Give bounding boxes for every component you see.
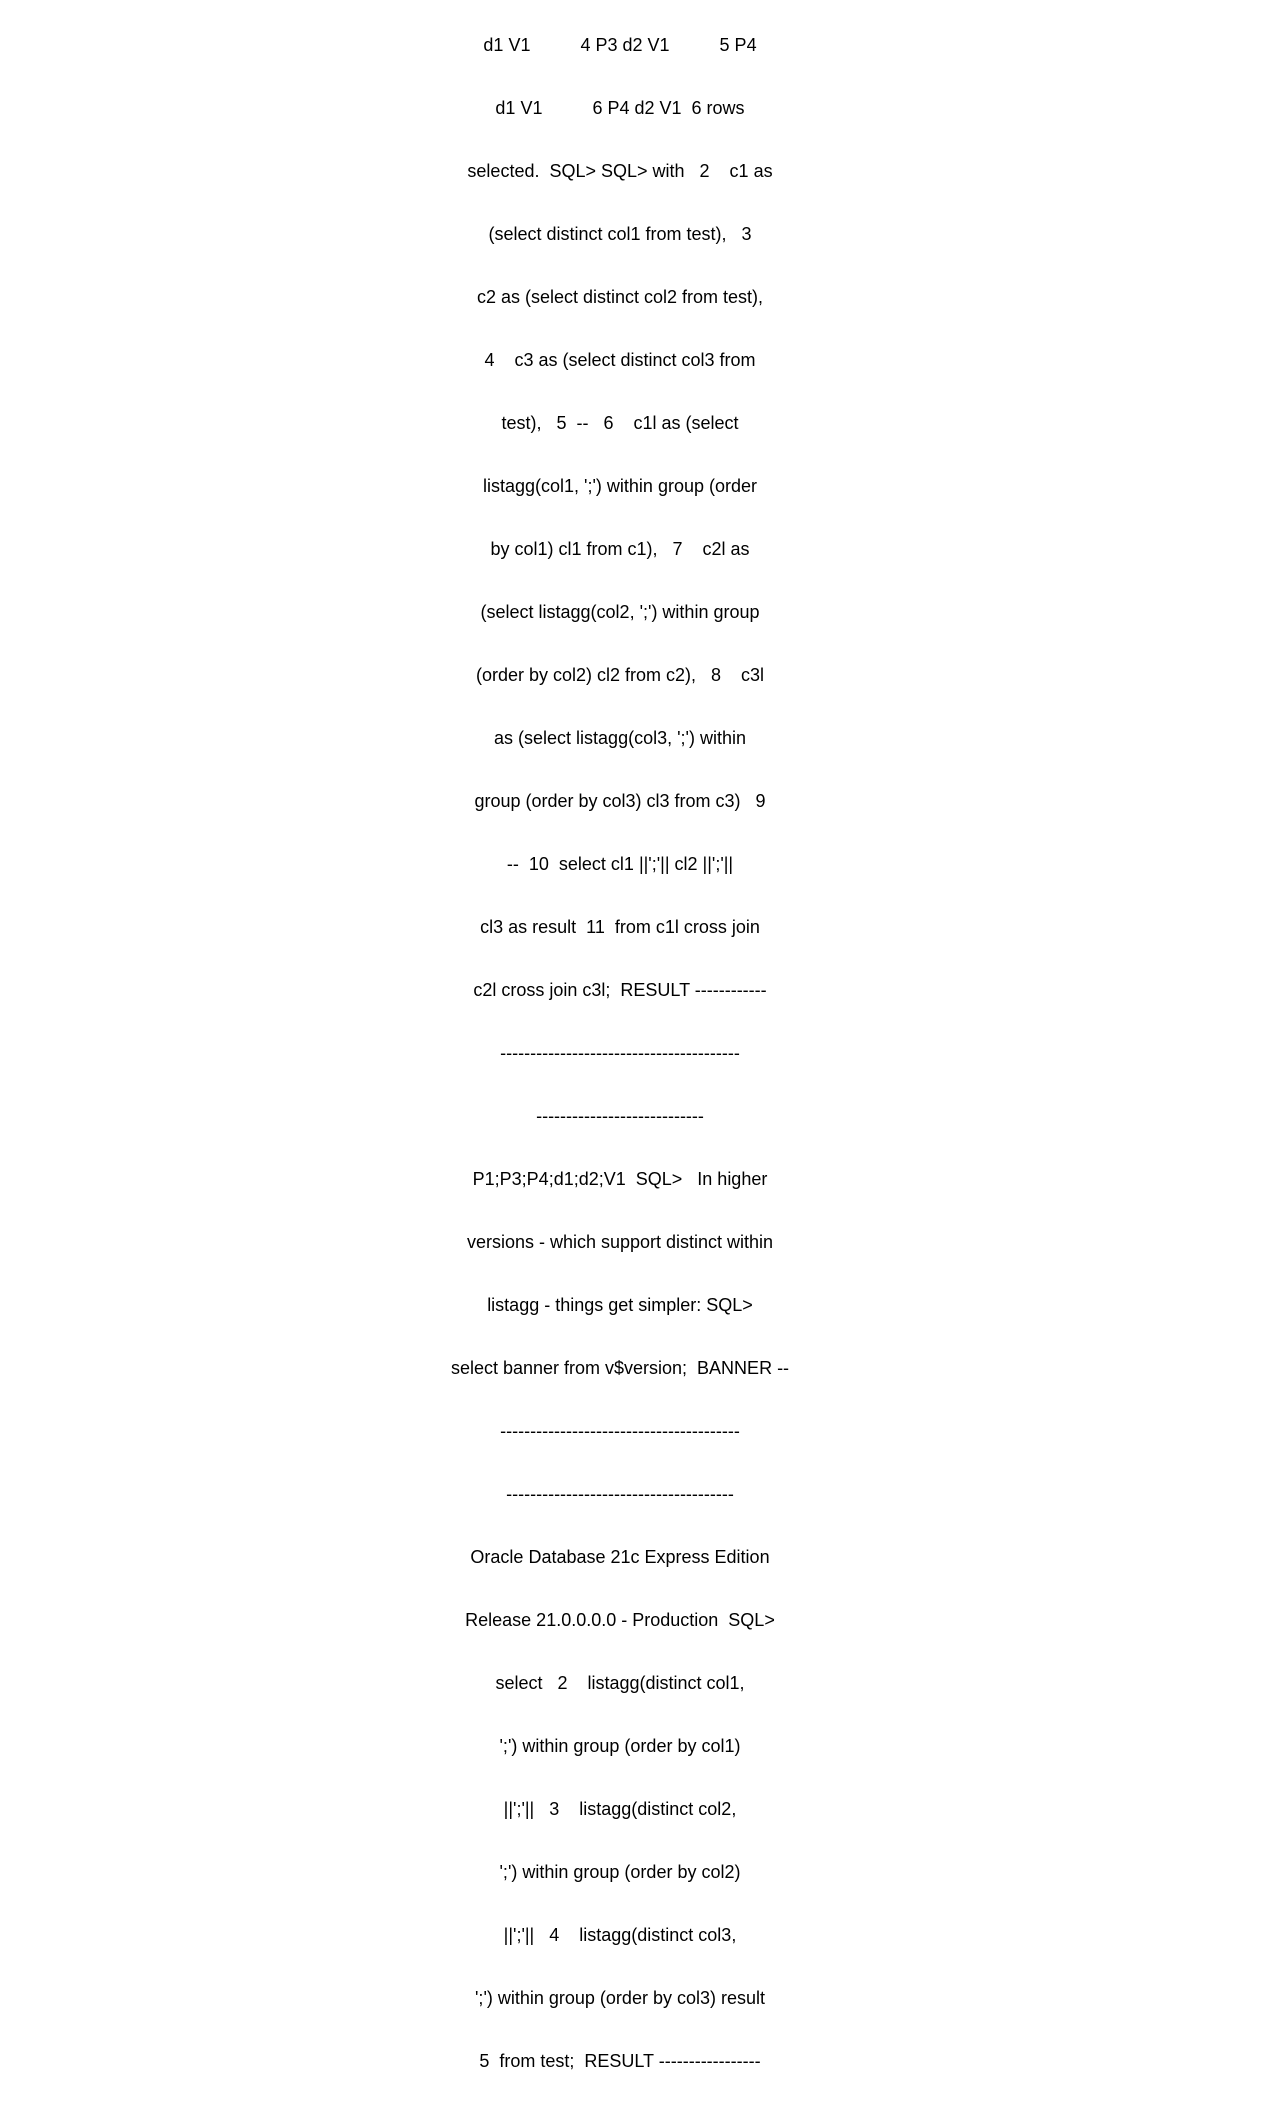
text-line: select 2 listagg(distinct col1, — [495, 1673, 745, 1693]
text-line: select banner from v$version; BANNER -- — [450, 1358, 790, 1378]
separator-line: -------------------------------------- — [506, 1484, 734, 1504]
text-line: test), 5 -- 6 c1l as (select — [501, 413, 739, 433]
text-line: ||';'|| 4 listagg(distinct col3, — [503, 1925, 737, 1945]
text-line: d1 V1 6 P4 d2 V1 6 rows — [495, 98, 745, 118]
text-line: c2 as (select distinct col2 from test), — [476, 287, 764, 307]
text-line: c2l cross join c3l; RESULT ------------ — [473, 980, 767, 1000]
text-line: -- 10 select cl1 ||';'|| cl2 ||';'|| — [506, 854, 734, 874]
text-line: P1;P3;P4;d1;d2;V1 SQL> In higher — [472, 1169, 768, 1189]
text-line: listagg(col1, ';') within group (order — [483, 476, 757, 496]
text-line: ';') within group (order by col1) — [499, 1736, 741, 1756]
text-line: (select listagg(col2, ';') within group — [480, 602, 760, 622]
separator-line: ---------------------------- — [536, 1106, 704, 1126]
text-line: as (select listagg(col3, ';') within — [494, 728, 746, 748]
text-line: versions - which support distinct within — [466, 1232, 774, 1252]
text-line: listagg - things get simpler: SQL> — [487, 1295, 753, 1315]
text-line: 4 c3 as (select distinct col3 from — [484, 350, 756, 370]
text-line: cl3 as result 11 from c1l cross join — [480, 917, 760, 937]
text-line: d1 V1 4 P3 d2 V1 5 P4 — [483, 35, 757, 55]
text-line: (order by col2) cl2 from c2), 8 c3l — [475, 665, 765, 685]
text-line: ||';'|| 3 listagg(distinct col2, — [503, 1799, 737, 1819]
text-line: group (order by col3) cl3 from c3) 9 — [474, 791, 766, 811]
text-line: by col1) cl1 from c1), 7 c2l as — [490, 539, 750, 559]
text-line: (select distinct col1 from test), 3 — [488, 224, 752, 244]
text-line: ';') within group (order by col2) — [499, 1862, 741, 1882]
text-line: selected. SQL> SQL> with 2 c1 as — [467, 161, 773, 181]
text-line: Oracle Database 21c Express Edition — [470, 1547, 770, 1567]
text-line: 5 from test; RESULT ----------------- — [479, 2051, 761, 2071]
separator-line: ---------------------------------------- — [500, 1421, 740, 1441]
text-line: Release 21.0.0.0.0 - Production SQL> — [465, 1610, 775, 1630]
text-line: ';') within group (order by col3) result — [475, 1988, 765, 2008]
separator-line: ---------------------------------------- — [500, 1043, 740, 1063]
